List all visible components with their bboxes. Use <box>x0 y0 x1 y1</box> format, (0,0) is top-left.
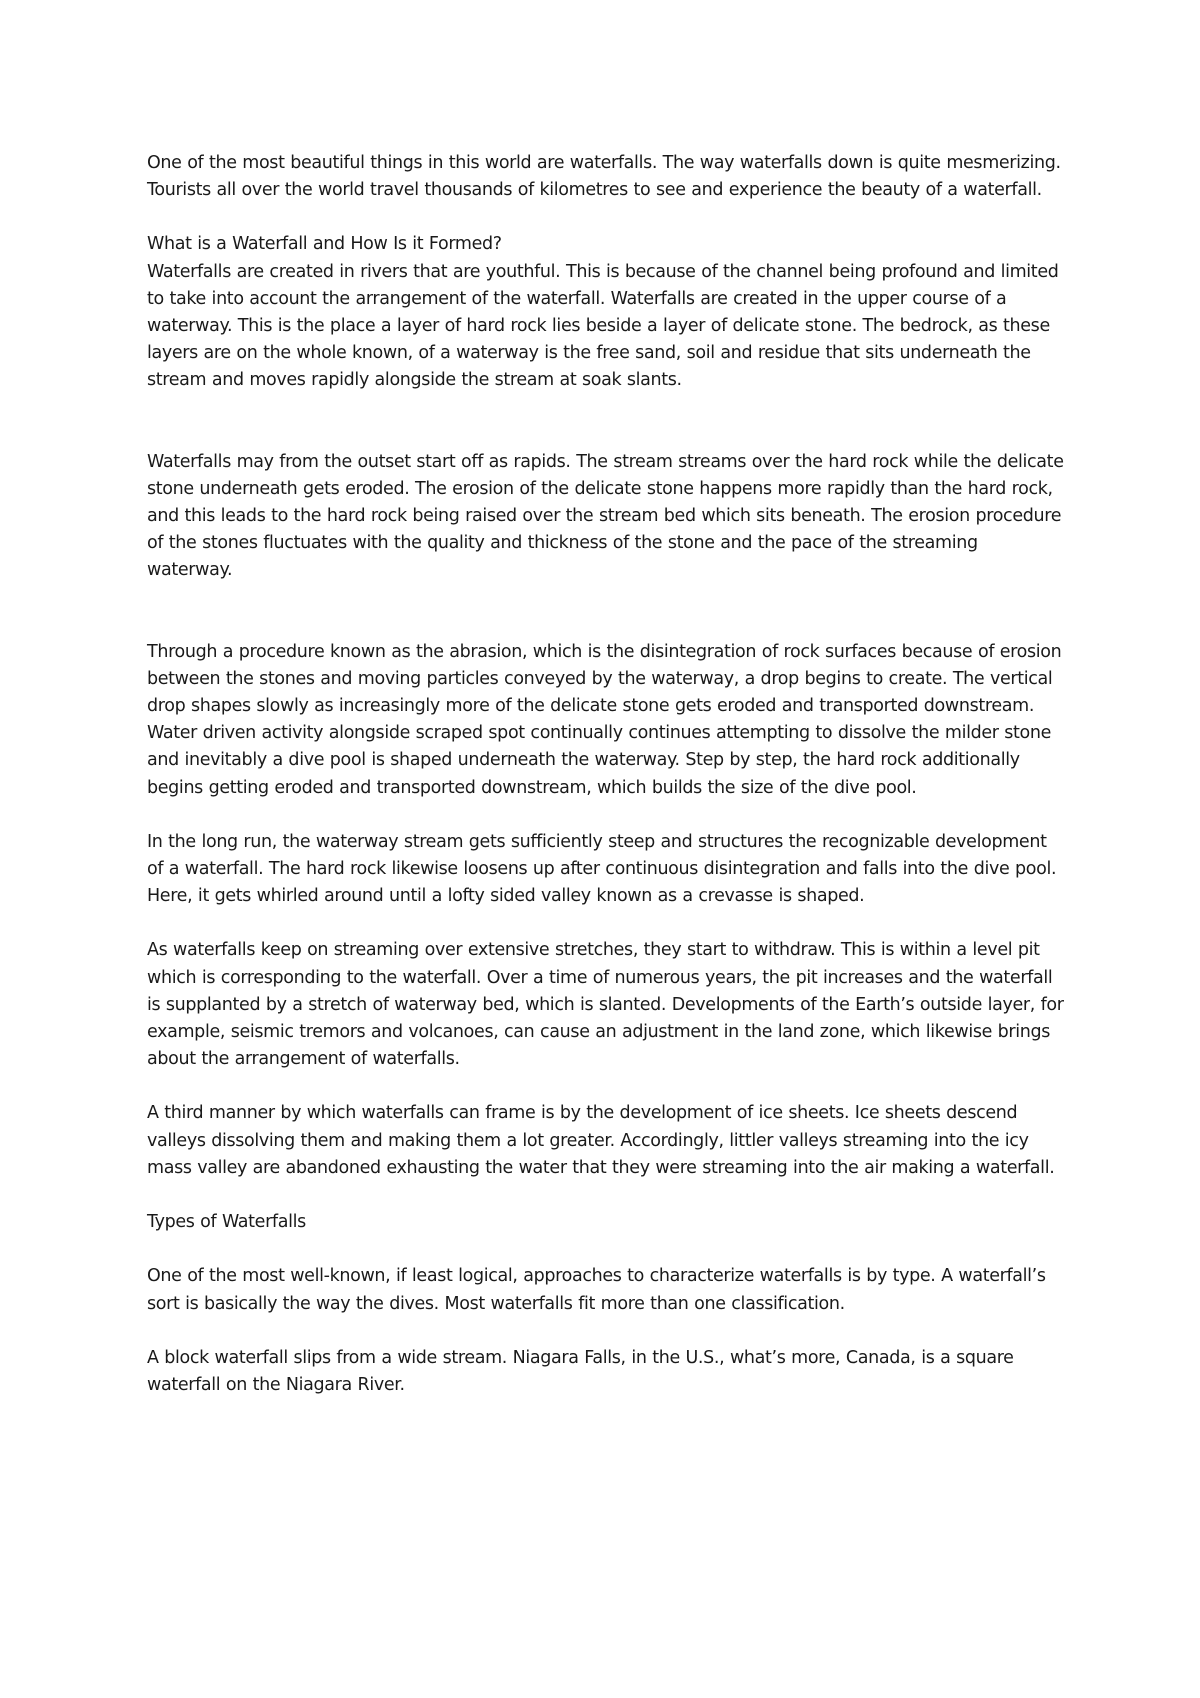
paragraph-formation-5: As waterfalls keep on streaming over extensive stretches, they start to withdraw. This is within a level pit which is corresponding to the waterfall. Over a time of numerous years, the pit increases and the waterfall is supplanted by a stretch of waterway bed, which is slanted. Developments of the Earth’s outside layer, for example, seismic tremors and volcanoes, can cause an adjustment in the land zone, which likewise brings about the arrangement of waterfalls. <box>147 940 1064 1070</box>
paragraph-formation-4: In the long run, the waterway stream gets sufficiently steep and structures the recognizable development of a waterfall. The hard rock likewise loosens up after continuous disintegration and falls into the dive pool. Here, it gets whirled around until a lofty sided valley known as a crevasse is shaped. <box>147 831 1057 907</box>
paragraph-spacer <box>147 395 1065 449</box>
paragraph-intro: One of the most beautiful things in this world are waterfalls. The way waterfalls down is quite mesmerizing. Tourists all over the world travel thousands of kilometres to see and experience the beauty of a waterfall. <box>147 153 1061 201</box>
paragraph-spacer <box>147 802 1065 829</box>
document-body <box>147 150 1065 1399</box>
paragraph-types-1: One of the most well-known, if least logical, approaches to characterize waterfalls is by type. A waterfall’s sort is basically the way the dives. Most waterfalls fit more than one classification. <box>147 1266 1046 1314</box>
paragraph-formation-6: A third manner by which waterfalls can frame is by the development of ice sheets. Ice sheets descend valleys dissolving them and making them a lot greater. Accordingly, littler valleys streaming into the icy mass valley are abandoned exhausting the water that they were streaming into the air making a waterfall. <box>147 1103 1055 1178</box>
paragraph-formation-2: Waterfalls may from the outset start off as rapids. The stream streams over the hard rock while the delicate stone underneath gets eroded. The erosion of the delicate stone happens more rapidly than the hard rock, and this leads to the hard rock being raised over the stream bed which sits beneath. The erosion procedure of the stones fluctuates with the quality and thickness of the stone and the pace of the streaming waterway. <box>147 451 1064 581</box>
paragraph-spacer <box>147 1236 1065 1263</box>
section-heading-types: Types of Waterfalls <box>147 1212 306 1233</box>
paragraph-spacer <box>147 910 1065 937</box>
paragraph-spacer <box>147 1073 1065 1100</box>
paragraph-formation-3: Through a procedure known as the abrasion, which is the disintegration of rock surfaces because of erosion between the stones and moving particles conveyed by the waterway, a drop begins to create. The vertical drop shapes slowly as increasingly more of the delicate stone gets eroded and transported downstream. Water driven activity alongside scraped spot continually continues attempting to dissolve the milder stone and inevitably a dive pool is shaped underneath the waterway. Step by step, the hard rock additionally begins getting eroded and transported downstream, which builds the size of the dive pool. <box>147 641 1062 798</box>
paragraph-formation-1: Waterfalls are created in rivers that are youthful. This is because of the channel being profound and limited to take into account the arrangement of the waterfall. Waterfalls are created in the upper course of a waterway. This is the place a layer of hard rock lies beside a layer of delicate stone. The bedrock, as these layers are on the whole known, of a waterway is the free sand, soil and residue that sits underneath the stream and moves rapidly alongside the stream at soak slants. <box>147 261 1059 391</box>
paragraph-spacer <box>147 585 1065 639</box>
paragraph-types-2: A block waterfall slips from a wide stream. Niagara Falls, in the U.S., what’s more, Canada, is a square waterfall on the Niagara River. <box>147 1347 1014 1395</box>
paragraph-spacer <box>147 1318 1065 1345</box>
section-heading-formation: What is a Waterfall and How Is it Formed? <box>147 234 502 255</box>
paragraph-spacer <box>147 204 1065 231</box>
paragraph-spacer <box>147 1182 1065 1209</box>
